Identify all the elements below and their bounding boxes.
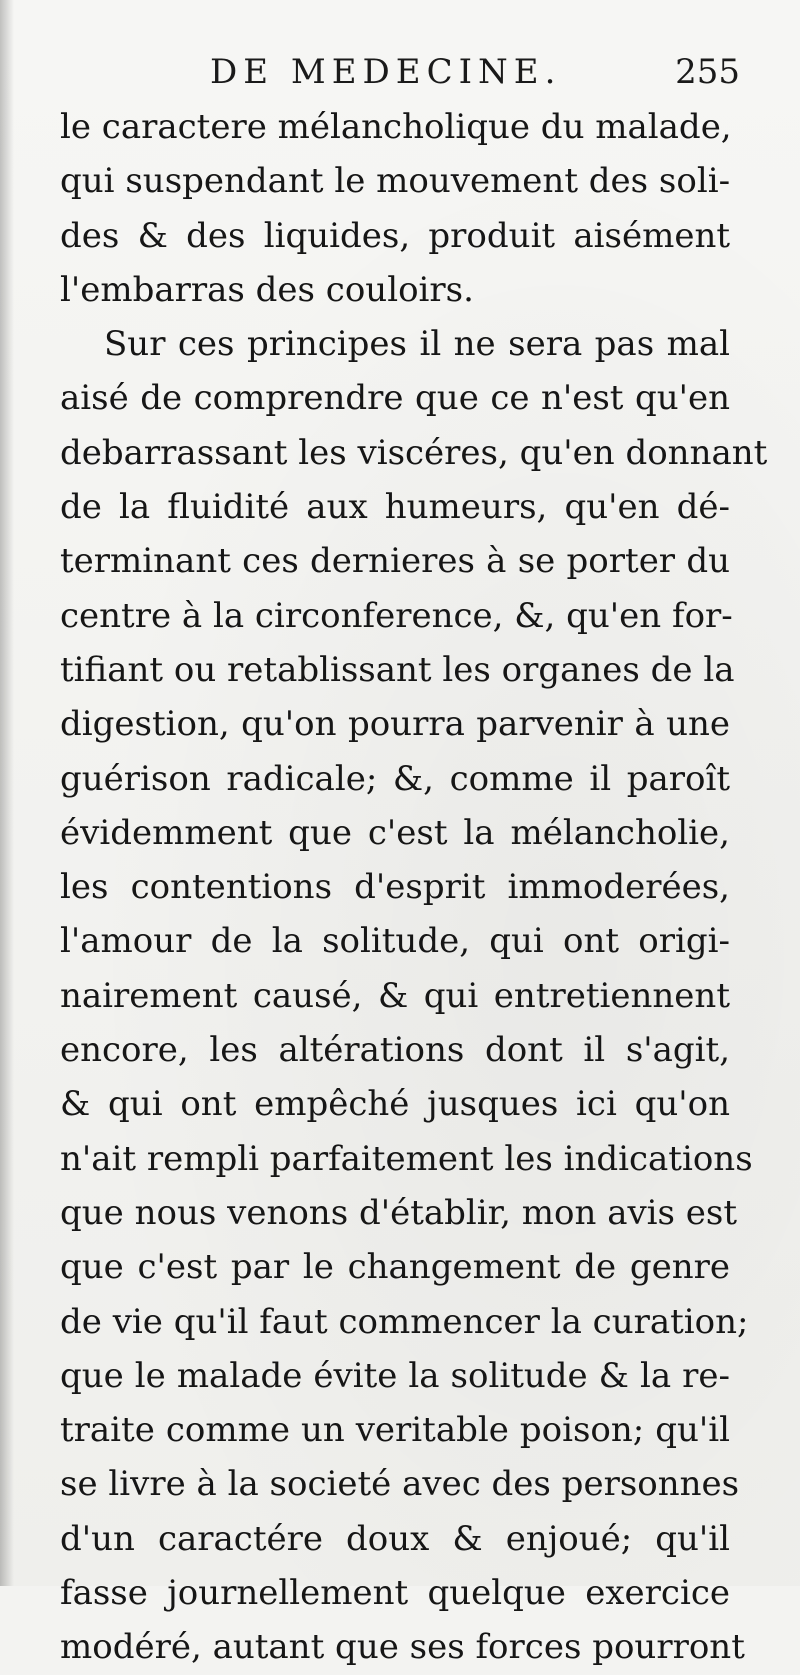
- text-line: de la fluidité aux humeurs, qu'en dé-: [60, 487, 730, 528]
- text-line: le caractere mélancholique du malade,: [60, 107, 732, 147]
- text-line: aisé de comprendre que ce n'est qu'en: [60, 378, 730, 419]
- text-line: traite comme un veritable poison; qu'il: [60, 1410, 730, 1451]
- text-line: nairement causé, & qui entretiennent: [60, 975, 730, 1016]
- text-line: d'un caractére doux & enjoué; qu'il: [60, 1518, 730, 1559]
- text-line: fasse journellement quelque exercice: [60, 1573, 730, 1614]
- text-line: guérison radicale; &, comme il paroît: [60, 758, 730, 799]
- text-line: debarrassant les viscéres, qu'en donnant: [60, 432, 768, 473]
- text-line: l'amour de la solitude, qui ont origi-: [60, 921, 730, 962]
- text-line: que le malade évite la solitude & la re-: [60, 1355, 730, 1396]
- text-line: des & des liquides, produit aisément: [60, 215, 730, 256]
- text-line: n'ait rempli parfaitement les indications: [60, 1138, 753, 1179]
- text-line: terminant ces dernieres à se porter du: [60, 541, 730, 582]
- running-head: DE MEDECINE.: [210, 52, 562, 92]
- text-line: digestion, qu'on pourra parvenir à une: [60, 704, 730, 745]
- text-line: tifiant ou retablissant les organes de la: [60, 649, 735, 690]
- text-line: l'embarras des couloirs.: [60, 269, 474, 310]
- text-line: & qui ont empêché jusques ici qu'on: [60, 1084, 730, 1125]
- text-line: centre à la circonference, &, qu'en for-: [60, 595, 733, 636]
- text-line: encore, les altérations dont il s'agit,: [60, 1030, 730, 1071]
- text-line: évidemment que c'est la mélancholie,: [60, 812, 730, 853]
- text-line: que c'est par le changement de genre: [60, 1247, 730, 1288]
- page-number: 255: [675, 52, 740, 92]
- text-line: de vie qu'il faut commencer la curation;: [60, 1301, 749, 1342]
- text-line: modéré, autant que ses forces pourront: [60, 1627, 745, 1668]
- text-line: qui suspendant le mouvement des soli-: [60, 161, 731, 202]
- body-text: [60, 100, 768, 1675]
- text-line: que nous venons d'établir, mon avis est: [60, 1192, 738, 1233]
- text-line: se livre à la societé avec des personnes: [60, 1464, 740, 1505]
- paragraph-start-line: Sur ces principes il ne sera pas mal: [104, 324, 730, 365]
- gutter-shadow: [0, 0, 14, 1586]
- text-line: les contentions d'esprit immoderées,: [60, 867, 730, 908]
- page-header: [60, 52, 740, 98]
